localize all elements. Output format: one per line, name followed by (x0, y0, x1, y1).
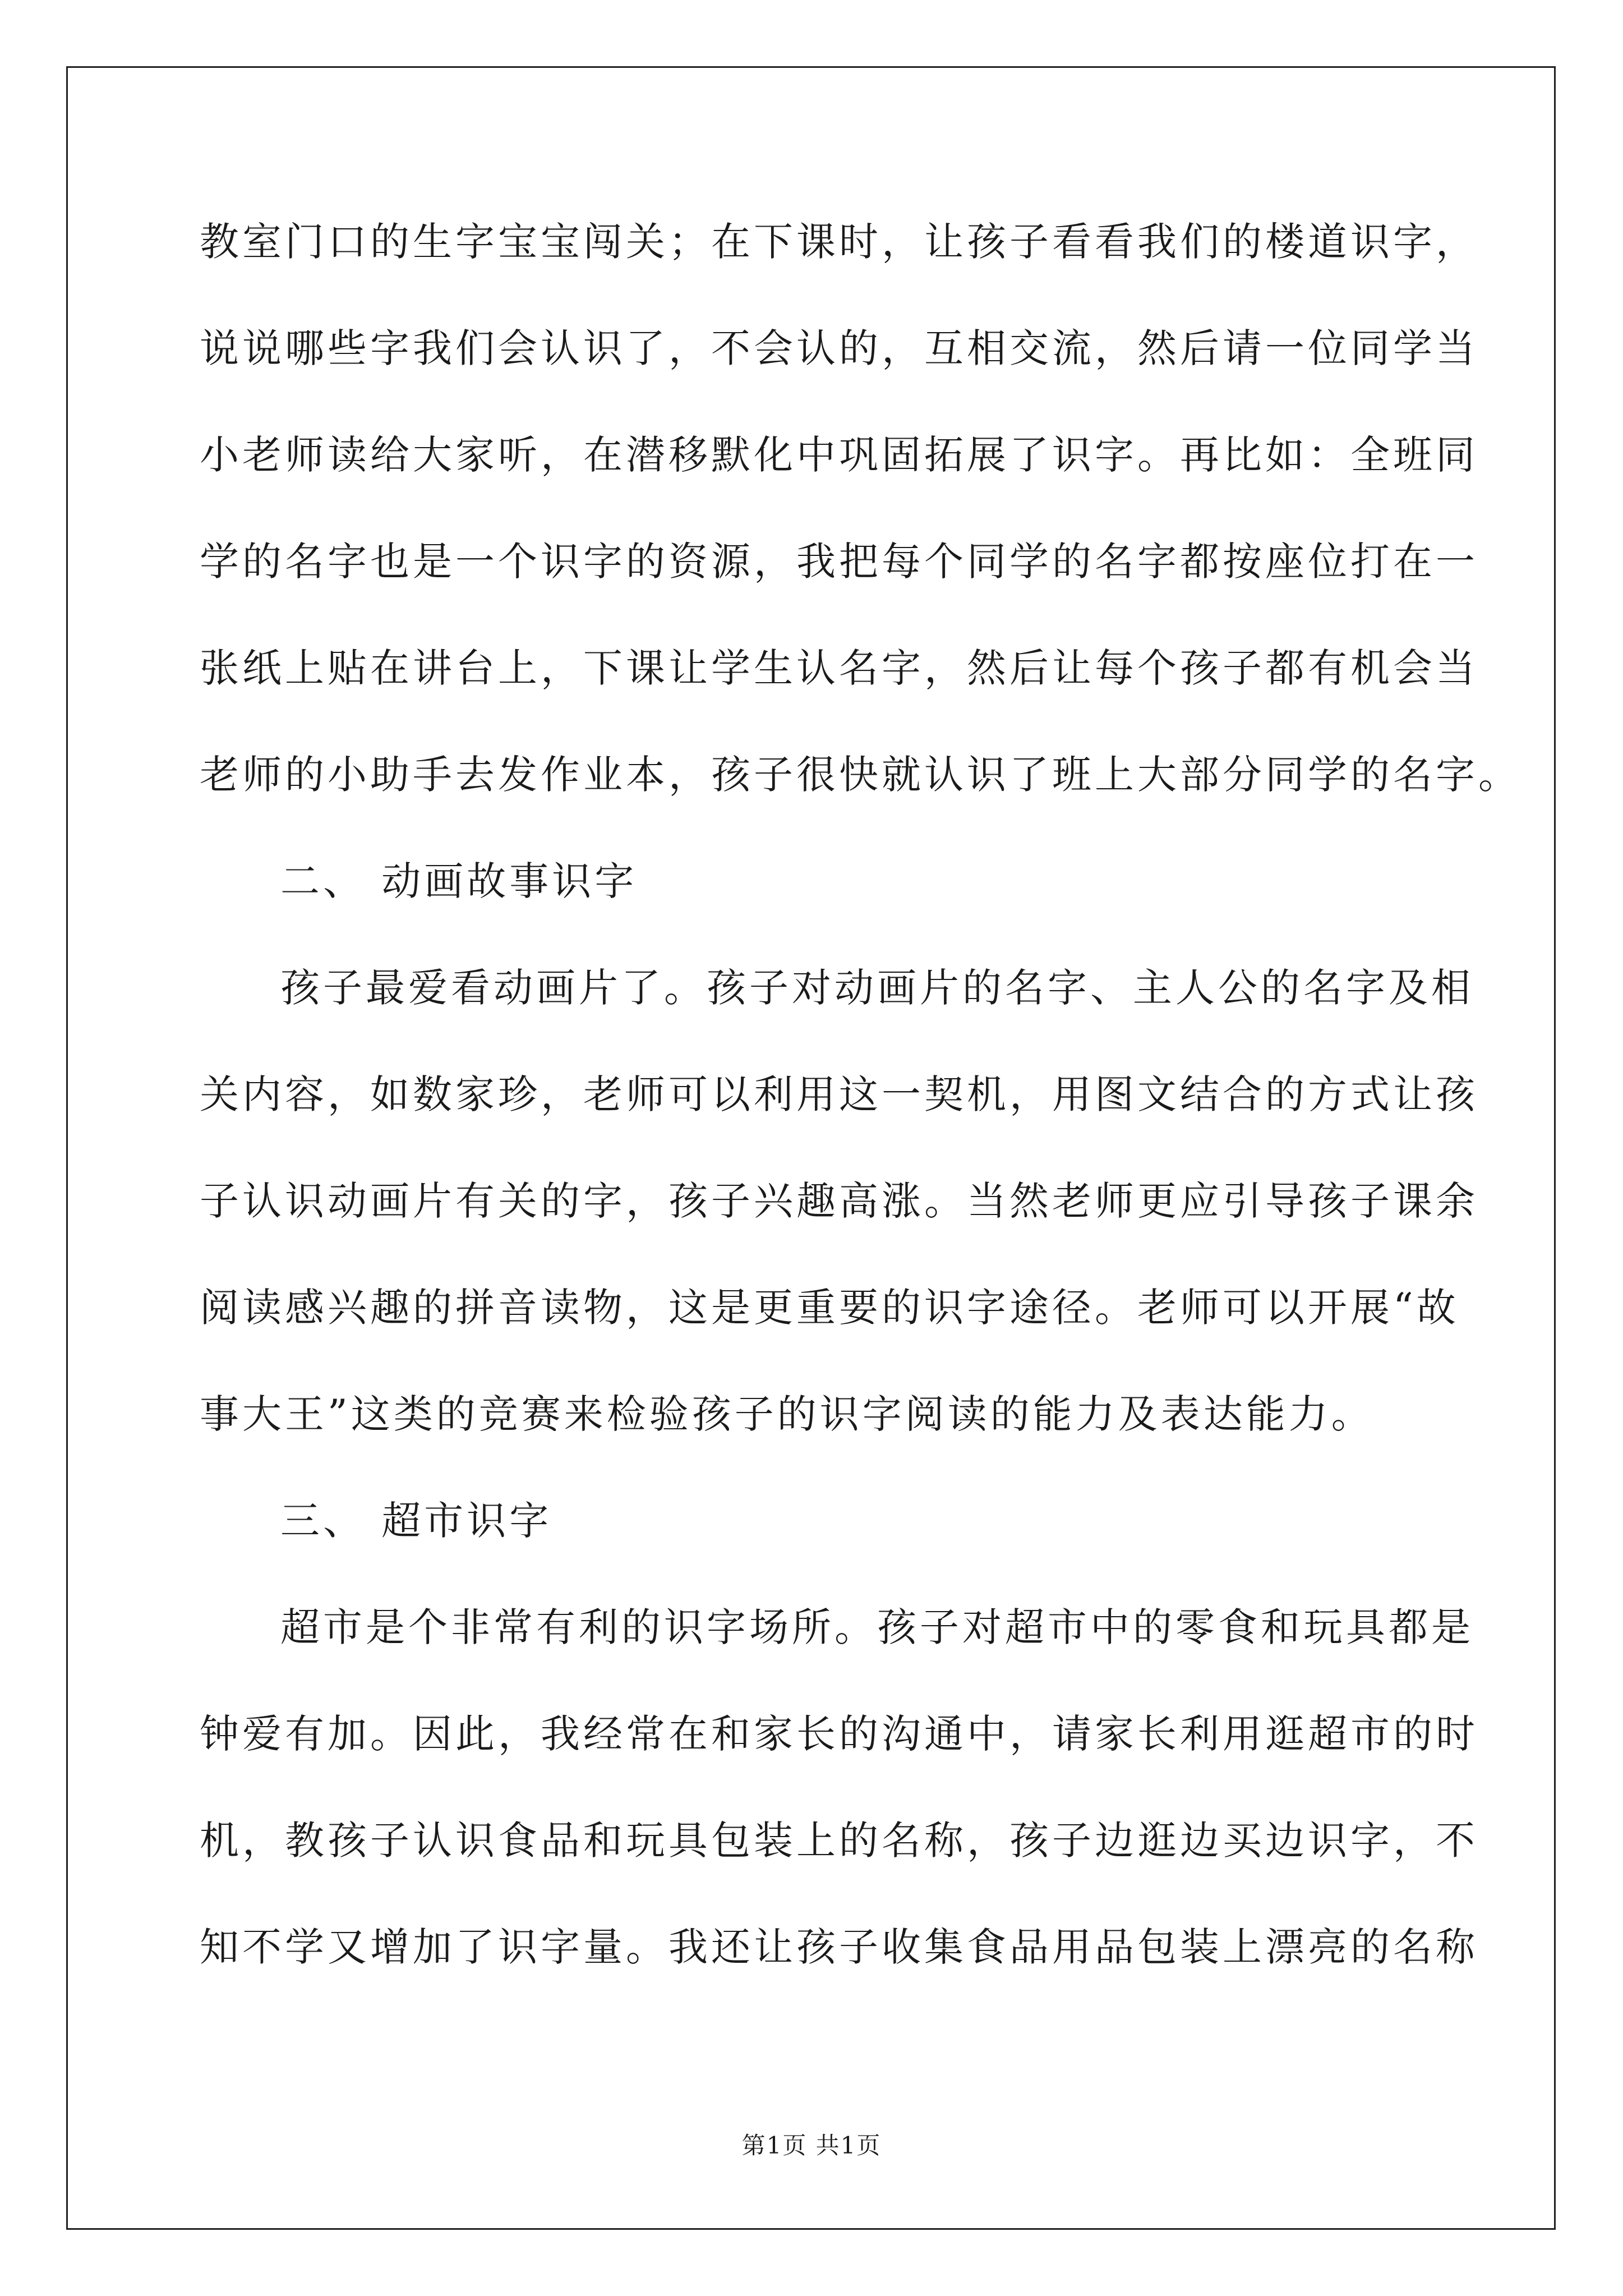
page-footer: 第1页 共1页 (741, 2132, 882, 2159)
body-line: 阅读感兴趣的拼音读物，这是更重要的识字途径。老师可以开展“故 (200, 1285, 1459, 1331)
page-border (66, 66, 1556, 2230)
body-line: 张纸上贴在讲台上，下课让学生认名字，然后让每个孩子都有机会当 (200, 645, 1478, 691)
body-line: 子认识动画片有关的字，孩子兴趣高涨。当然老师更应引导孩子课余 (200, 1178, 1478, 1224)
section-heading: 三、 超市识字 (280, 1498, 552, 1544)
body-line: 老师的小助手去发作业本，孩子很快就认识了班上大部分同学的名字。 (200, 752, 1521, 798)
body-line: 机，教孩子认识食品和玩具包装上的名称，孩子边逛边买边识字，不 (200, 1818, 1478, 1864)
body-line: 孩子最爱看动画片了。孩子对动画片的名字、主人公的名字及相 (280, 965, 1474, 1011)
body-line: 事大王”这类的竞赛来检验孩子的识字阅读的能力及表达能力。 (200, 1391, 1374, 1437)
body-line: 说说哪些字我们会认识了，不会认的，互相交流，然后请一位同学当 (200, 325, 1478, 371)
body-line: 教室门口的生字宝宝闯关；在下课时，让孩子看看我们的楼道识字， (200, 219, 1478, 265)
body-line: 知不学又增加了识字量。我还让孩子收集食品用品包装上漂亮的名称 (200, 1924, 1478, 1970)
body-line: 学的名字也是一个识字的资源，我把每个同学的名字都按座位打在一 (200, 539, 1478, 585)
section-heading: 二、 动画故事识字 (280, 858, 638, 904)
body-line: 超市是个非常有利的识字场所。孩子对超市中的零食和玩具都是 (280, 1604, 1474, 1650)
body-line: 钟爱有加。因此，我经常在和家长的沟通中，请家长利用逛超市的时 (200, 1711, 1478, 1757)
body-line: 关内容，如数家珍，老师可以利用这一契机，用图文结合的方式让孩 (200, 1071, 1478, 1117)
body-line: 小老师读给大家听，在潜移默化中巩固拓展了识字。再比如：全班同 (200, 432, 1478, 478)
